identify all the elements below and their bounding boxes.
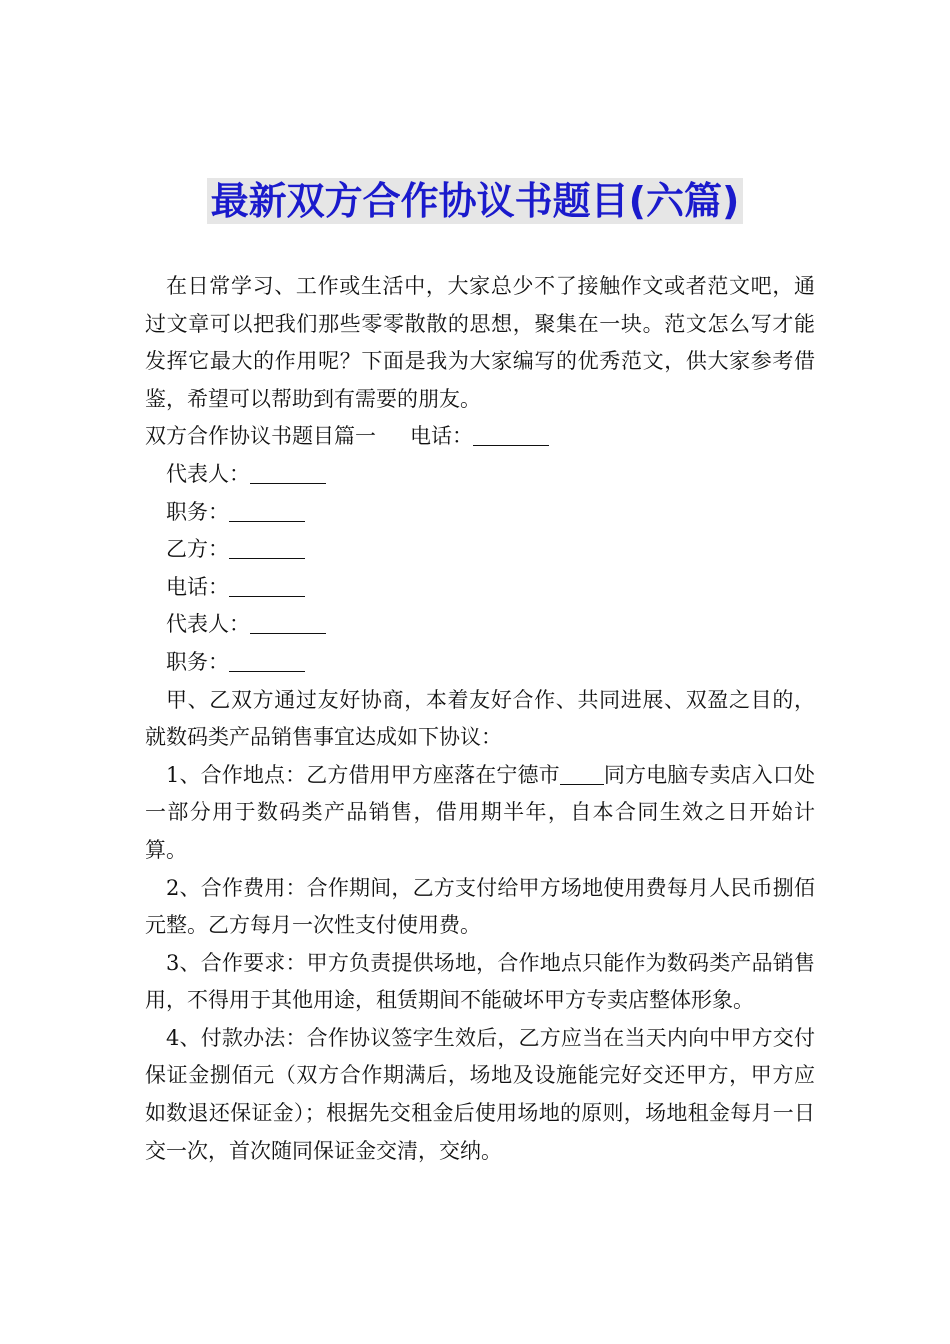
rep-label-1: 代表人： (166, 461, 250, 486)
phone-blank-2 (229, 574, 305, 597)
clause-2-paragraph: 2、合作费用：合作期间，乙方支付给甲方场地使用费每月人民币捌佰元整。乙方每月一次性支付使用费。 (145, 875, 815, 938)
field-line-phone-2 (145, 569, 815, 607)
rep-label-2: 代表人： (166, 612, 250, 637)
duty-label-2: 职务： (166, 649, 229, 674)
duty-label-1: 职务： (166, 499, 229, 524)
clause-3-paragraph: 3、合作要求：甲方负责提供场地，合作地点只能作为数码类产品销售用，不得用于其他用途，租赁期间不能破坏甲方专卖店整体形象。 (145, 950, 815, 1013)
section-heading: 双方合作协议书题目篇一 (145, 424, 376, 449)
intro-paragraph: 在日常学习、工作或生活中，大家总少不了接触作文或者范文吧，通过文章可以把我们那些零零散散的思想，聚集在一块。范文怎么写才能发挥它最大的作用呢？下面是我为大家编写的优秀范文，供大家参考借鉴，希望可以帮助到有需要的朋友。 (145, 274, 815, 411)
party-b-blank (229, 536, 305, 559)
field-line-party-b (145, 531, 815, 569)
clause-4-paragraph: 4、付款办法：合作协议签字生效后，乙方应当在当天内向中甲方交付保证金捌佰元（双方合作期满后，场地及设施能完好交还甲方，甲方应如数退还保证金）；根据先交租金后使用场地的原则，场地租金每月一日交一次，首次随同保证金交清，交纳。 (145, 1025, 815, 1163)
title-block (0, 178, 950, 224)
party-b-label: 乙方： (166, 537, 229, 562)
phone-label-1: 电话： (410, 424, 473, 449)
field-line-rep-1 (145, 456, 815, 494)
phone-blank-1 (473, 423, 549, 446)
clause-1-text-end: 同方电脑专卖店入口处一部分用于数码类产品销售，借用期半年，自本合同生效之日开始计算。 (145, 762, 816, 862)
agreement-intro-paragraph: 甲、乙双方通过友好协商，本着友好合作、共同进展、双盈之目的，就数码类产品销售事宜达成如下协议： (145, 687, 815, 750)
document-title: 最新双方合作协议书题目(六篇) (207, 178, 744, 224)
clause-1-paragraph (145, 757, 815, 870)
section-heading-line (145, 418, 815, 456)
city-blank (560, 762, 604, 785)
rep-blank-2 (250, 611, 326, 634)
field-line-rep-2 (145, 606, 815, 644)
clause-1-text-start: 1、合作地点：乙方借用甲方座落在宁德市 (166, 762, 560, 787)
document-body (145, 268, 815, 1170)
duty-blank-1 (229, 499, 305, 522)
duty-blank-2 (229, 649, 305, 672)
rep-blank-1 (250, 461, 326, 484)
phone-label-2: 电话： (166, 574, 229, 599)
field-line-duty-1 (145, 494, 815, 532)
field-line-duty-2 (145, 644, 815, 682)
